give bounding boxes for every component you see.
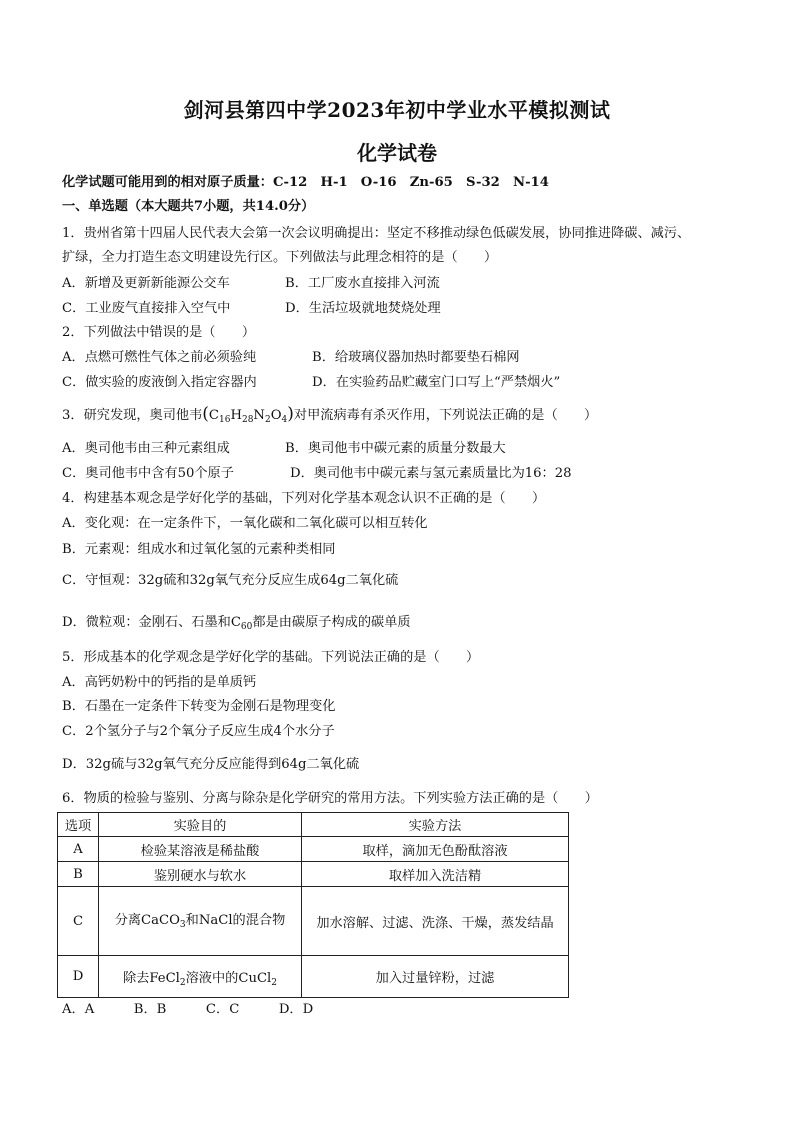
q4-option-c: C．守恒观：32g硫和32g氧气充分反应生成64g二氧化硫 (62, 573, 399, 588)
row-option: A (58, 837, 99, 862)
q3-formula: $C_{16}H_{28}N_2O_4$ (208, 408, 288, 425)
row-method: 加水溶解、过滤、洗涤、干燥，蒸发结晶 (302, 887, 569, 956)
table-row (58, 956, 569, 998)
exam-title: 剑河县第四中学2023年初中学业水平模拟测试 (183, 98, 611, 122)
q5-option-d: D．32g硫与32g氧气充分反应能得到64g二氧化硫 (62, 757, 360, 772)
row-method: 取样加入洗洁精 (302, 862, 569, 887)
q2-stem: 2．下列做法中错误的是（ ） (62, 325, 256, 340)
row-option: D (58, 956, 99, 998)
q3-option-c: C．奥司他韦中含有50个原子 (62, 466, 234, 481)
q2-option-a: A．点燃可燃性气体之前必须验纯 (62, 350, 257, 365)
q1-option-d: D．生活垃圾就地焚烧处理 (285, 301, 441, 316)
q1-option-b: B．工厂废水直接排入河流 (285, 276, 440, 291)
row-option: C (58, 887, 99, 956)
q4-option-b: B．元素观：组成水和过氧化氢的元素种类相同 (62, 542, 336, 557)
q5-option-a: A．高钙奶粉中的钙指的是单质钙 (62, 675, 257, 690)
row-purpose: 检验某溶液是稀盐酸 (99, 837, 302, 862)
header-purpose: 实验目的 (99, 813, 302, 837)
q1-stem-line1: 1．贵州省第十四届人民代表大会第一次会议明确提出：坚定不移推动绿色低碳发展，协同推进降碳、减污、 (62, 226, 691, 241)
row-method: 加入过量锌粉，过滤 (302, 956, 569, 998)
q3-stem (62, 405, 597, 425)
q4-option-d: D．微粒观：金刚石、石墨和$C_{60}$都是由碳原子构成的碳单质 (62, 615, 411, 632)
q6-stem: 6．物质的检验与鉴别、分离与除杂是化学研究的常用方法。下列实验方法正确的是（ ） (62, 791, 598, 806)
table-header-row (58, 813, 569, 837)
q6-table (57, 812, 569, 998)
formula-open-paren: ( (202, 404, 209, 424)
q1-option-c: C．工业废气直接排入空气中 (62, 301, 231, 316)
q2-option-c: C．做实验的废液倒入指定容器内 (62, 375, 257, 390)
row-purpose: 鉴别硬水与软水 (99, 862, 302, 887)
row-purpose: 除去FeCl$_2$溶液中的CuCl$_2$ (99, 956, 302, 998)
exam-subtitle: 化学试卷 (357, 141, 437, 165)
q5-option-c: C．2个氢分子与2个氧分子反应生成4个水分子 (62, 724, 335, 739)
q3-option-a: A．奥司他韦由三种元素组成 (62, 441, 230, 456)
row-purpose: 分离CaCO$_3$和NaCl的混合物 (99, 887, 302, 956)
formula-close-paren: ) (287, 404, 294, 424)
q3-stem-after: 对甲流病毒有杀灭作用，下列说法正确的是（ ） (293, 408, 598, 423)
table-row (58, 887, 569, 956)
q1-stem-line2: 扩绿，全力打造生态文明建设先行区。下列做法与此理念相符的是（ ） (62, 250, 498, 265)
q3-option-b: B．奥司他韦中碳元素的质量分数最大 (285, 441, 506, 456)
q4-option-a: A．变化观：在一定条件下，一氧化碳和二氧化碳可以相互转化 (62, 516, 428, 531)
atomic-masses: 化学试题可能用到的相对原子质量：C-12 H-1 O-16 Zn-65 S-32 N-14 (62, 175, 549, 190)
table-row (58, 837, 569, 862)
q5-option-b: B．石墨在一定条件下转变为金刚石是物理变化 (62, 699, 336, 714)
row-option: B (58, 862, 99, 887)
q4-stem: 4．构建基本观念是学好化学的基础，下列对化学基本观念认识不正确的是（ ） (62, 491, 546, 506)
q5-stem: 5．形成基本的化学观念是学好化学的基础。下列说法正确的是（ ） (62, 650, 480, 665)
row-method: 取样，滴加无色酚酞溶液 (302, 837, 569, 862)
table-row (58, 862, 569, 887)
header-method: 实验方法 (302, 813, 569, 837)
section-heading: 一、单选题（本大题共7小题，共14.0分） (62, 199, 315, 214)
header-option: 选项 (58, 813, 99, 837)
q3-stem-before: 3．研究发现，奥司他韦 (62, 408, 203, 423)
q2-option-b: B．给玻璃仪器加热时都要垫石棉网 (312, 350, 520, 365)
q1-option-a: A．新增及更新新能源公交车 (62, 276, 230, 291)
q2-option-d: D．在实验药品贮藏室门口写上“严禁烟火” (312, 375, 561, 390)
q6-answer-options: A．A B．B C．C D．D (62, 1002, 314, 1017)
q3-option-d: D．奥司他韦中碳元素与氢元素质量比为16：28 (290, 466, 572, 481)
